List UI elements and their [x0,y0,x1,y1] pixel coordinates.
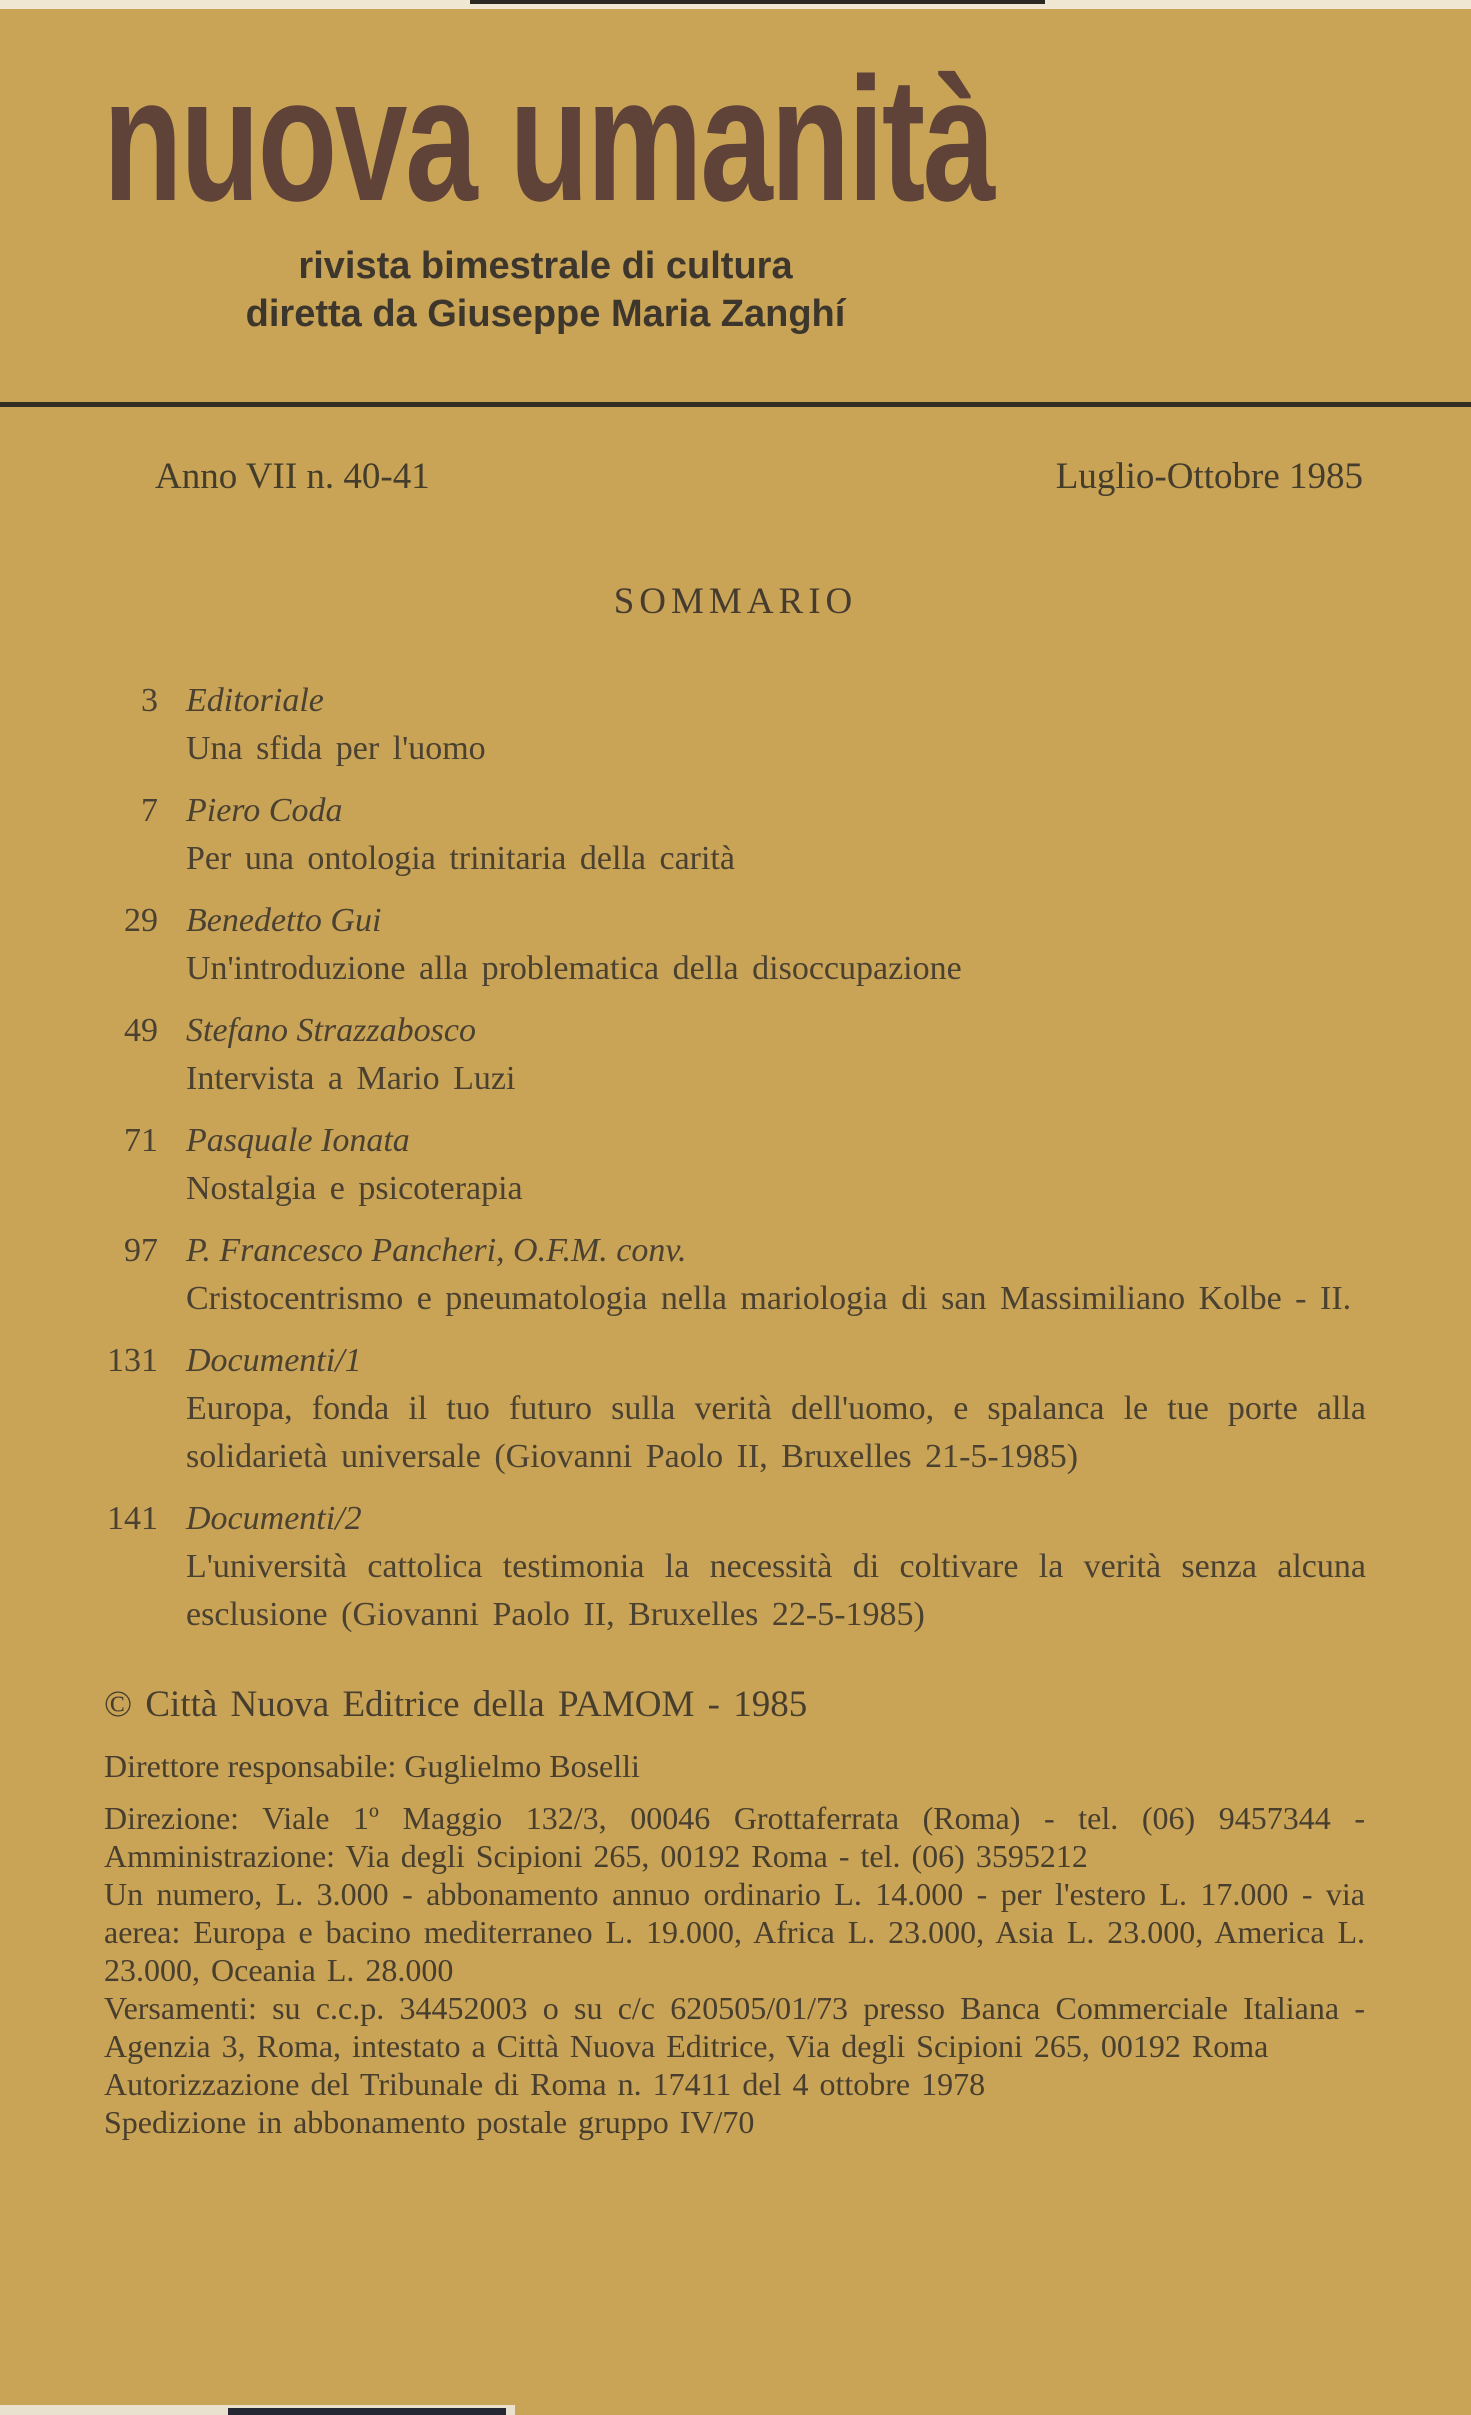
toc-title: Un'introduzione alla problematica della disoccupazione [186,950,962,987]
toc-title: Europa, fonda il tuo futuro sulla verità dell'uomo, e spalanca le tue porte alla solidarietà universale (Giovanni Paolo II, Bruxelles 21-5-1985) [186,1390,1366,1475]
bottom-edge-scan-artifact [0,2405,515,2415]
toc-page-number: 97 [124,1232,158,1269]
toc-page-number: 141 [107,1500,158,1537]
toc-entry [0,1337,1471,1481]
toc-entry-text [186,787,1366,883]
toc-heading: SOMMARIO [613,581,858,622]
toc-author: Stefano Strazzabosco [186,1012,476,1049]
masthead [103,42,1008,338]
toc-title: Per una ontologia trinitaria della carità [186,840,735,877]
subtitle-line-2: diretta da Giuseppe Maria Zanghí [245,293,846,335]
imprint [104,1683,1365,2141]
toc-page-number: 29 [124,902,158,939]
imprint-address-paragraph: Direzione: Viale 1º Maggio 132/3, 00046 Grottaferrata (Roma) - tel. (06) 9457344 - Amministrazione: Via degli Scipioni 265, 00192 Roma - tel. (06) 3595212 [104,1800,1365,1874]
imprint-payments-paragraph: Versamenti: su c.c.p. 34452003 o su c/c 620505/01/73 presso Banca Commerciale Italiana - Agenzia 3, Roma, intestato a Città Nuova Editrice, Via degli Scipioni 265, 00192 Roma [104,1990,1365,2064]
toc-author: Editoriale [186,682,324,719]
toc-entry-text [186,1227,1366,1323]
table-of-contents [0,677,1471,1639]
issue-line [155,455,1363,498]
toc-page-number: 3 [141,682,158,719]
divider-rule [0,402,1471,407]
toc-page-number: 7 [141,792,158,829]
toc-page-number: 49 [124,1012,158,1049]
toc-entry-text [186,1117,1366,1213]
toc-author: Piero Coda [186,792,343,829]
toc-author: P. Francesco Pancheri, O.F.M. conv. [186,1232,687,1269]
toc-page-number: 71 [124,1122,158,1159]
toc-entry [0,1227,1471,1323]
toc-author: Documenti/2 [186,1500,362,1537]
imprint-authorization-line: Autorizzazione del Tribunale di Roma n. 17411 del 4 ottobre 1978 [104,2066,986,2102]
toc-page-number: 131 [107,1342,158,1379]
toc-entry-text [186,677,1366,773]
toc-author: Benedetto Gui [186,902,382,939]
toc-entry-text [186,1007,1366,1103]
imprint-postal-line: Spedizione in abbonamento postale gruppo IV/70 [104,2104,755,2140]
toc-title: Nostalgia e psicoterapia [186,1170,523,1207]
toc-author: Pasquale Ionata [186,1122,410,1159]
top-edge-scan-artifact [0,0,1471,9]
toc-entry-text [186,1495,1366,1639]
toc-entry-text [186,1337,1366,1481]
magazine-title: nuova umanità [103,42,994,238]
issue-volume: Anno VII n. 40-41 [155,456,430,497]
director-line: Direttore responsabile: Guglielmo Boselli [104,1748,640,1784]
toc-title: Una sfida per l'uomo [186,730,486,767]
toc-title: Cristocentrismo e pneumatologia nella mariologia di san Massimiliano Kolbe - II. [186,1280,1352,1317]
imprint-price-paragraph: Un numero, L. 3.000 - abbonamento annuo ordinario L. 14.000 - per l'estero L. 17.000 - via aerea: Europa e bacino mediterraneo L. 19.000, Africa L. 23.000, Asia L. 23.000, America L. 23.000, Oceania L. 28.000 [104,1876,1365,1988]
subtitle-line-1: rivista bimestrale di cultura [298,245,793,287]
top-edge-dark-line [470,0,1045,4]
toc-entry [0,1007,1471,1103]
toc-entry [0,897,1471,993]
toc-title: L'università cattolica testimonia la necessità di coltivare la verità senza alcuna esclusione (Giovanni Paolo II, Bruxelles 22-5-1985) [186,1548,1366,1633]
bottom-edge-dark-bar [228,2408,506,2415]
toc-title: Intervista a Mario Luzi [186,1060,516,1097]
masthead-subtitles [103,242,988,338]
issue-date: Luglio-Ottobre 1985 [1055,456,1363,497]
toc-entry-text [186,897,1366,993]
toc-author: Documenti/1 [186,1342,362,1379]
toc-entry [0,1495,1471,1639]
toc-entry [0,787,1471,883]
toc-entry [0,677,1471,773]
copyright-line: © Città Nuova Editrice della PAMOM - 1985 [104,1684,808,1725]
toc-entry [0,1117,1471,1213]
